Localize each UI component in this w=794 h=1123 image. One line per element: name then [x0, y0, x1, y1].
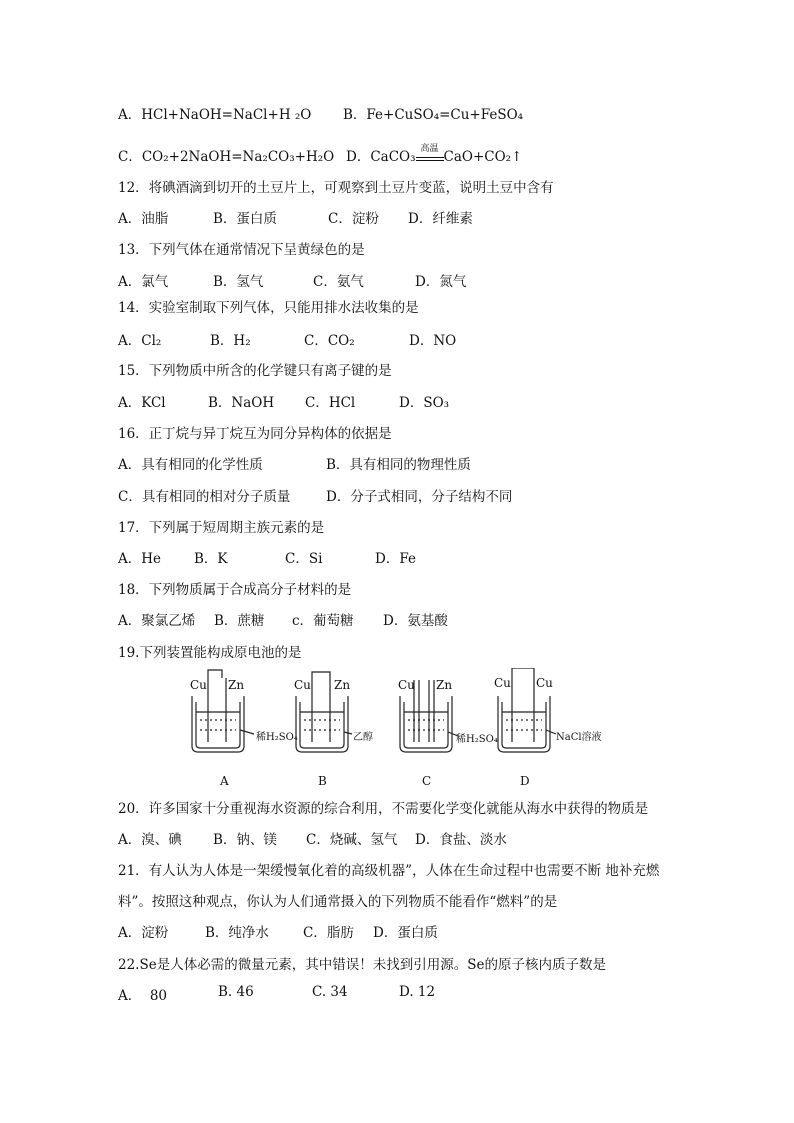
- q12-option-d: D．纤维素: [408, 211, 473, 227]
- q18-option-b: B．蔗糖: [214, 613, 265, 629]
- q21-stem-continued: 料”。按照这种观点，你认为人们通常摄入的下列物质不能看作“燃料”的是: [118, 894, 558, 910]
- q18-option-c: c．葡萄糖: [292, 613, 354, 629]
- q18-stem: 18．下列物质属于合成高分子材料的是: [118, 582, 352, 598]
- q12-option-c: C．淀粉: [328, 211, 379, 227]
- q21-option-d: D．蛋白质: [373, 925, 438, 941]
- beaker-c-label: C: [422, 774, 432, 788]
- q20-stem: 20．许多国家十分重视海水资源的综合利用，不需要化学变化就能从海水中获得的物质是: [118, 801, 649, 817]
- q20-option-c: C．烧碱、氢气: [306, 832, 398, 848]
- beaker-d-left-electrode: Cu: [494, 676, 511, 690]
- q17-stem: 17．下列属于短周期主族元素的是: [118, 520, 325, 536]
- q14-option-d: D．NO: [409, 333, 457, 349]
- q15-option-d: D．SO₃: [399, 395, 450, 411]
- q22-stem: 22.Se是人体必需的微量元素，其中错误！未找到引用源。Se的原子核内质子数是: [118, 957, 606, 973]
- q11-option-d-prefix: D．CaCO₃: [346, 149, 416, 165]
- q17-option-b: B．K: [194, 551, 228, 567]
- galvanic-cell-figure: [178, 668, 618, 796]
- q20-option-a: A．溴、碘: [118, 832, 182, 848]
- beaker-a-left-electrode: Cu: [190, 678, 207, 692]
- beaker-c-right-electrode: Zn: [436, 678, 453, 692]
- q22-option-c: C. 34: [312, 984, 348, 1000]
- beaker-c-left-electrode: Cu: [398, 678, 415, 692]
- q16-option-c: C．具有相同的相对分子质量: [118, 489, 291, 505]
- q16-stem: 16．正丁烷与异丁烷互为同分异构体的依据是: [118, 426, 392, 442]
- q20-option-d: D．食盐、淡水: [415, 832, 507, 848]
- q15-option-b: B．NaOH: [208, 395, 275, 411]
- beaker-a-right-electrode: Zn: [228, 678, 245, 692]
- q11-option-a: A．HCl+NaOH=NaCl+H ₂O: [118, 107, 312, 123]
- beaker-d-solution: NaCl溶液: [556, 732, 602, 743]
- beaker-b-solution: 乙醇: [353, 732, 373, 743]
- q18-option-d: D．氨基酸: [383, 613, 448, 629]
- q13-option-c: C．氨气: [313, 274, 364, 290]
- q21-option-c: C．脂肪: [303, 925, 354, 941]
- q14-option-c: C．CO₂: [304, 333, 355, 349]
- q11-option-b: B．Fe+CuSO₄=Cu+FeSO₄: [343, 107, 524, 123]
- beaker-a-label: A: [220, 774, 229, 788]
- q14-option-a: A．Cl₂: [118, 333, 162, 349]
- q13-option-b: B．氢气: [213, 274, 264, 290]
- q22-option-b: B. 46: [218, 984, 254, 1000]
- beaker-b-right-electrode: Zn: [334, 678, 351, 692]
- q17-option-a: A．He: [118, 551, 162, 567]
- q15-option-a: A．KCl: [118, 395, 166, 411]
- reaction-condition-label: 高温: [420, 144, 439, 154]
- q20-option-b: B．钠、镁: [213, 832, 277, 848]
- q15-stem: 15．下列物质中所含的化学键只有离子键的是: [118, 363, 392, 379]
- q13-option-d: D．氮气: [415, 274, 467, 290]
- beaker-d-label: D: [520, 774, 530, 788]
- q15-option-c: C．HCl: [305, 395, 356, 411]
- q14-stem: 14．实验室制取下列气体，只能用排水法收集的是: [118, 300, 419, 316]
- q16-option-d: D．分子式相同，分子结构不同: [326, 489, 513, 505]
- q11-option-d-suffix: CaO+CO₂↑: [443, 149, 523, 165]
- q19-stem: 19.下列装置能构成原电池的是: [118, 645, 302, 661]
- beaker-c-solution: 稀H₂SO₄: [456, 734, 498, 745]
- q11-option-c: C．CO₂+2NaOH=Na₂CO₃+H₂O: [118, 149, 335, 165]
- q12-option-b: B．蛋白质: [213, 211, 277, 227]
- q13-option-a: A．氯气: [118, 274, 169, 290]
- q21-stem: 21．有人认为人体是一架缓慢氧化着的高级机器”，人体在生命过程中也需要不断 地补充燃: [118, 863, 660, 879]
- q21-option-b: B．纯净水: [205, 925, 269, 941]
- beaker-b-left-electrode: Cu: [294, 678, 311, 692]
- q12-stem: 12．将碘酒滴到切开的土豆片上，可观察到土豆片变蓝，说明土豆中含有: [118, 180, 554, 196]
- q22-option-d: D. 12: [399, 984, 436, 1000]
- beaker-a-solution: 稀H₂SO₄: [256, 732, 298, 743]
- q17-option-c: C．Si: [285, 551, 323, 567]
- q11-option-d: [346, 145, 522, 165]
- q14-option-b: B．H₂: [210, 333, 251, 349]
- q18-option-a: A．聚氯乙烯: [118, 613, 196, 629]
- beaker-d-right-electrode: Cu: [536, 676, 553, 690]
- q16-option-b: B．具有相同的物理性质: [326, 457, 471, 473]
- q12-option-a: A．油脂: [118, 211, 169, 227]
- q22-option-a: A． 80: [118, 988, 168, 1004]
- reaction-condition-arrow: [416, 144, 444, 161]
- q16-option-a: A．具有相同的化学性质: [118, 457, 263, 473]
- q21-option-a: A．淀粉: [118, 925, 169, 941]
- q17-option-d: D．Fe: [375, 551, 416, 567]
- q13-stem: 13．下列气体在通常情况下呈黄绿色的是: [118, 242, 365, 258]
- beaker-b-label: B: [318, 774, 327, 788]
